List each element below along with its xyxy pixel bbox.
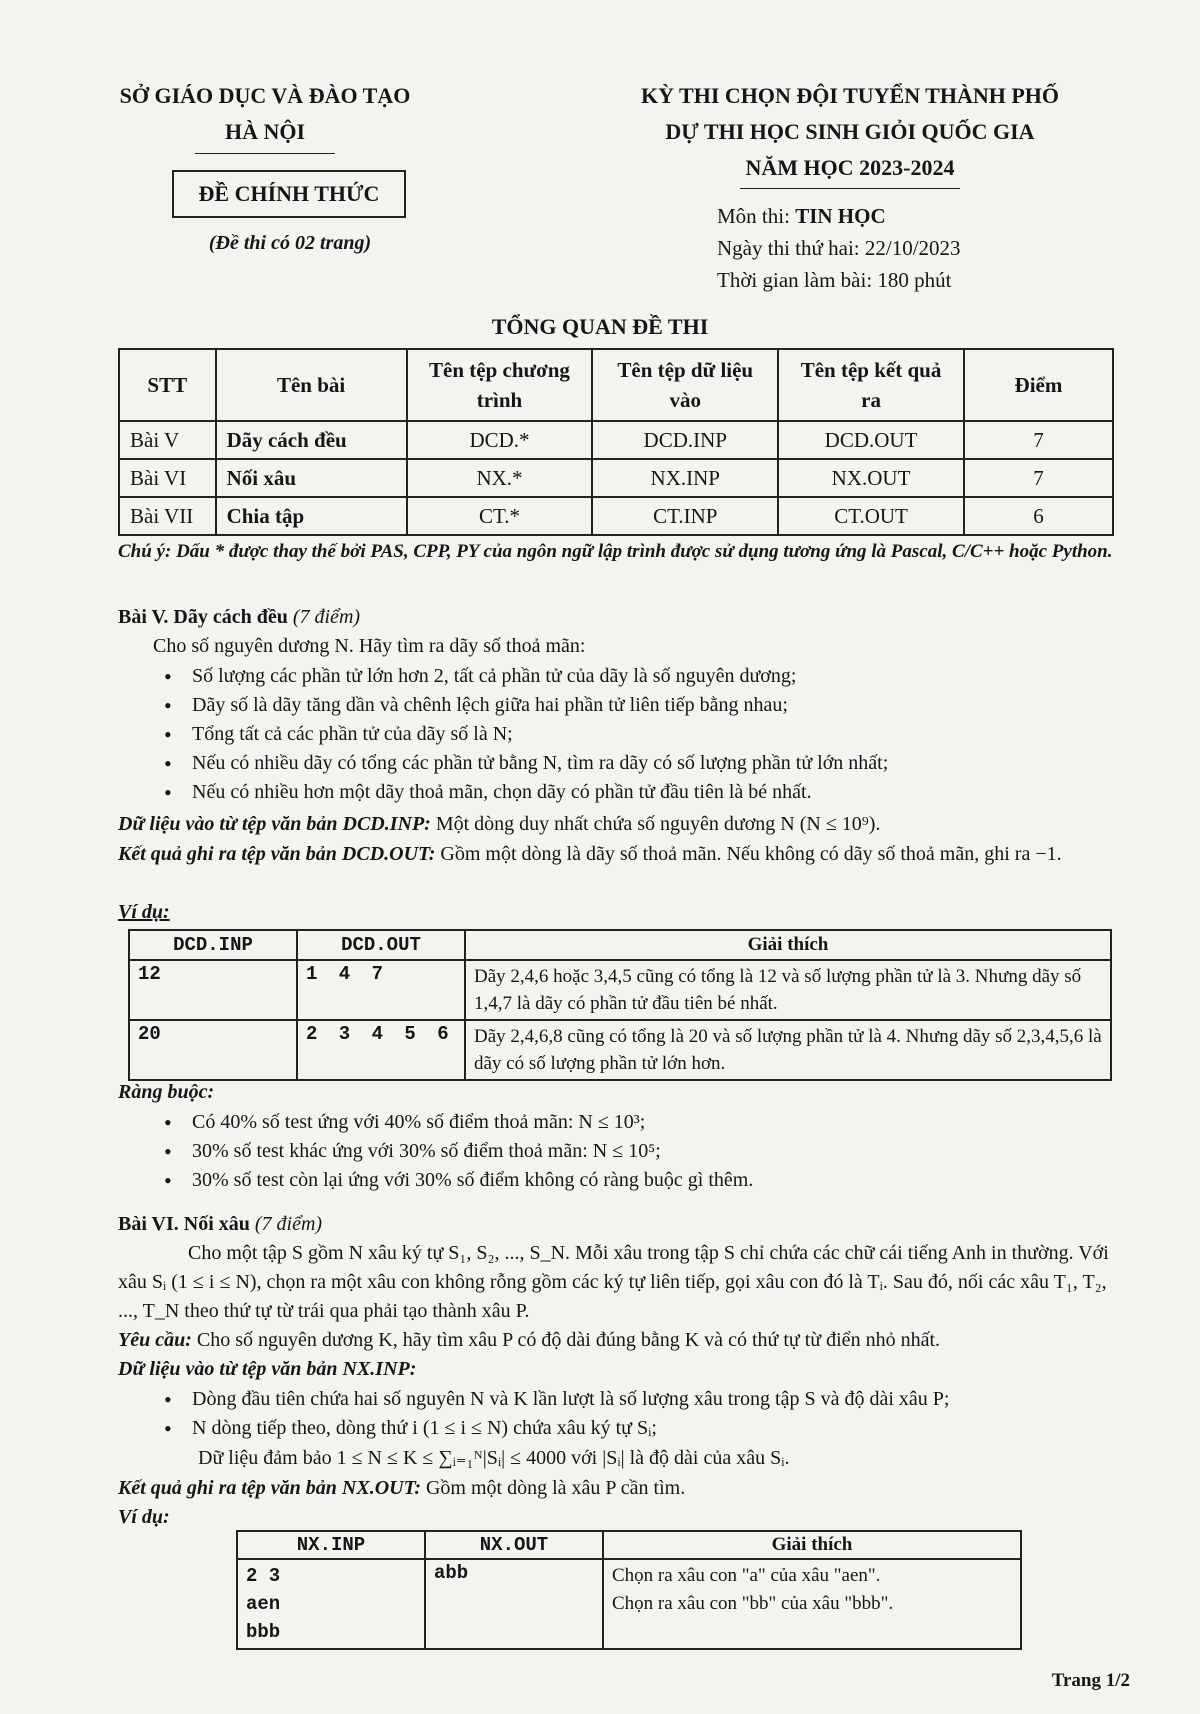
col-header-dcd-inp: DCD.INP <box>129 930 297 960</box>
example-output: 2 3 4 5 6 <box>297 1020 465 1080</box>
problem-6-input-label: Dữ liệu vào từ tệp văn bản NX.INP: <box>118 1358 417 1380</box>
exam-date: Ngày thi thứ hai: 22/10/2023 <box>717 236 961 260</box>
problem-5-title <box>118 603 1118 632</box>
problem-6-example-table <box>236 1530 1022 1650</box>
col-header-output: Tên tệp kết quả ra <box>778 349 964 421</box>
example-explanation: Dãy 2,4,6,8 cũng có tổng là 20 và số lượng phần tử là 4. Nhưng dãy số 2,3,4,5,6 là dãy có số lượng phần tử lớn hơn. <box>465 1020 1111 1080</box>
problem-6-intro: Cho một tập S gồm N xâu ký tự S₁, S₂, ..., S_N. Mỗi xâu trong tập S chỉ chứa các chữ cái tiếng Anh in thường. Với xâu Sᵢ (1 ≤ i ≤ N), chọn ra một xâu con không rỗng gồm các ký tự liên tiếp, gọi xâu con đó là Tᵢ. Sau đó, nối các xâu T₁, T₂, ..., T_N theo thứ tự từ trái qua phải tạo thành xâu P. <box>118 1242 1109 1322</box>
page-number: Trang 1/2 <box>1051 1670 1130 1691</box>
list-item: • Có 40% số test ứng với 40% số điểm thoả mãn: N ≤ 10³; <box>152 1108 1112 1137</box>
problem-6-requirement-text: Cho số nguyên dương K, hãy tìm xâu P có độ dài đúng bằng K và có thứ tự từ điển nhỏ nhất. <box>191 1329 940 1351</box>
example-input: 12 <box>129 960 297 1020</box>
cell-name: Chia tập <box>216 497 407 535</box>
example-header-row <box>237 1531 1021 1559</box>
col-header-dcd-out: DCD.OUT <box>297 930 465 960</box>
problem-6-requirement-label: Yêu cầu: <box>118 1329 192 1351</box>
problem-5-input-label: Dữ liệu vào từ tệp văn bản DCD.INP: <box>118 813 431 835</box>
overview-title: TỔNG QUAN ĐỀ THI <box>491 314 709 339</box>
list-item: • Dòng đầu tiên chứa hai số nguyên N và K lần lượt là số lượng xâu trong tập S và độ dài xâu P; <box>152 1385 1112 1414</box>
cell-stt: Bài VII <box>119 497 216 535</box>
problem-5-input-text: Một dòng duy nhất chứa số nguyên dương N (N ≤ 10⁹). <box>430 813 881 835</box>
problem-6-output <box>118 1474 1118 1503</box>
table-row <box>119 497 1113 535</box>
col-header-stt: STT <box>119 349 216 421</box>
example-output: abb <box>425 1559 603 1649</box>
col-header-input: Tên tệp dữ liệu vào <box>592 349 778 421</box>
problem-6-guarantee: Dữ liệu đảm bảo 1 ≤ N ≤ K ≤ ∑ᵢ₌₁ᴺ|Sᵢ| ≤ 4000 với |Sᵢ| là độ dài của xâu Sᵢ. <box>198 1447 790 1469</box>
problem-5-intro: Cho số nguyên dương N. Hãy tìm ra dãy số thoả mãn: <box>153 635 586 657</box>
table-row <box>129 960 1111 1020</box>
col-header-nx-out: NX.OUT <box>425 1531 603 1559</box>
cell-output: DCD.OUT <box>778 421 964 459</box>
col-header-explanation: Giải thích <box>465 930 1111 960</box>
problem-6-title <box>118 1210 1118 1239</box>
exam-title-line-1: KỲ THI CHỌN ĐỘI TUYỂN THÀNH PHỐ <box>640 83 1060 108</box>
problem-6-output-label: Kết quả ghi ra tệp văn bản NX.OUT: <box>118 1477 421 1499</box>
problem-5-output-text: Gồm một dòng là dãy số thoả mãn. Nếu không có dãy số thoả mãn, ghi ra −1. <box>435 843 1062 865</box>
exam-header <box>590 78 1110 186</box>
problem-6-input-spec <box>152 1385 1112 1443</box>
cell-score: 7 <box>964 459 1113 497</box>
cell-input: DCD.INP <box>592 421 778 459</box>
problem-6-name: Bài VI. Nối xâu <box>118 1213 250 1235</box>
cell-input: NX.INP <box>592 459 778 497</box>
explanation-line: Chọn ra xâu con "a" của xâu "aen". <box>612 1565 881 1586</box>
overview-note: Chú ý: Dấu * được thay thế bởi PAS, CPP, PY của ngôn ngữ lập trình được sử dụng tương ứng là Pascal, C/C++ hoặc Python. <box>118 541 1113 562</box>
example-output: 1 4 7 <box>297 960 465 1020</box>
subject-label: Môn thi: <box>717 204 796 228</box>
problem-6-points: (7 điểm) <box>254 1213 323 1235</box>
exam-info <box>717 200 961 296</box>
table-row <box>119 421 1113 459</box>
exam-title-line-3: NĂM HỌC 2023-2024 <box>745 155 955 180</box>
problem-6-output-text: Gồm một dòng là xâu P cần tìm. <box>420 1477 686 1499</box>
problem-5-constraints <box>152 1108 1112 1195</box>
col-header-explanation: Giải thích <box>603 1531 1021 1559</box>
example-explanation: Dãy 2,4,6 hoặc 3,4,5 cũng có tổng là 12 và số lượng phần tử là 3. Nhưng dãy số 1,4,7 là dãy có phần tử đầu tiên bé nhất. <box>465 960 1111 1020</box>
example-explanation <box>603 1559 1021 1649</box>
department-line-1: SỞ GIÁO DỤC VÀ ĐÀO TẠO <box>119 83 411 108</box>
cell-output: CT.OUT <box>778 497 964 535</box>
example-input <box>237 1559 425 1649</box>
list-item: • Dãy số là dãy tăng dần và chênh lệch giữa hai phần tử liên tiếp bằng nhau; <box>152 691 1112 720</box>
problem-5-example-label: Ví dụ: <box>118 901 170 923</box>
cell-output: NX.OUT <box>778 459 964 497</box>
subject-line <box>717 200 961 232</box>
list-item: • Số lượng các phần tử lớn hơn 2, tất cả phần tử của dãy là số nguyên dương; <box>152 662 1112 691</box>
cell-name: Dãy cách đều <box>216 421 407 459</box>
table-row <box>119 459 1113 497</box>
problem-6-requirement <box>118 1326 1118 1355</box>
header-underline-left <box>195 153 335 154</box>
cell-stt: Bài V <box>119 421 216 459</box>
example-header-row <box>129 930 1111 960</box>
cell-stt: Bài VI <box>119 459 216 497</box>
exam-title-line-2: DỰ THI HỌC SINH GIỎI QUỐC GIA <box>665 119 1035 144</box>
table-row <box>129 1020 1111 1080</box>
problem-5-constraints-label: Ràng buộc: <box>118 1081 215 1103</box>
overview-table <box>118 348 1114 536</box>
list-item: • 30% số test khác ứng với 30% số điểm thoả mãn: N ≤ 10⁵; <box>152 1137 1112 1166</box>
list-item: • N dòng tiếp theo, dòng thứ i (1 ≤ i ≤ N) chứa xâu ký tự Sᵢ; <box>152 1414 1112 1443</box>
col-header-program: Tên tệp chương trình <box>407 349 593 421</box>
cell-score: 7 <box>964 421 1113 459</box>
example-input-line: aen <box>246 1593 281 1615</box>
cell-name: Nối xâu <box>216 459 407 497</box>
problem-5-input <box>118 810 1118 839</box>
cell-score: 6 <box>964 497 1113 535</box>
list-item: • Nếu có nhiều dãy có tổng các phần tử bằng N, tìm ra dãy có số lượng phần tử lớn nhất; <box>152 749 1112 778</box>
explanation-line: Chọn ra xâu con "bb" của xâu "bbb". <box>612 1593 894 1614</box>
list-item: • Tổng tất cả các phần tử của dãy số là N; <box>152 720 1112 749</box>
overview-header-row <box>119 349 1113 421</box>
cell-program: NX.* <box>407 459 593 497</box>
pages-note: (Đề thi có 02 trang) <box>208 232 372 254</box>
example-input: 20 <box>129 1020 297 1080</box>
col-header-nx-inp: NX.INP <box>237 1531 425 1559</box>
example-input-line: bbb <box>246 1621 281 1643</box>
cell-input: CT.INP <box>592 497 778 535</box>
col-header-score: Điểm <box>964 349 1113 421</box>
exam-duration: Thời gian làm bài: 180 phút <box>717 268 952 292</box>
problem-5-output <box>118 840 1118 869</box>
problem-6-example-label: Ví dụ: <box>118 1506 170 1528</box>
department-header <box>115 78 415 150</box>
list-item: • Nếu có nhiều hơn một dãy thoả mãn, chọn dãy có phần tử đầu tiên là bé nhất. <box>152 778 1112 807</box>
list-item: • 30% số test còn lại ứng với 30% số điểm không có ràng buộc gì thêm. <box>152 1166 1112 1195</box>
subject-value: TIN HỌC <box>795 204 886 228</box>
header-underline-right <box>740 188 960 189</box>
problem-5-points: (7 điểm) <box>292 606 361 628</box>
problem-5-conditions <box>152 662 1112 807</box>
cell-program: DCD.* <box>407 421 593 459</box>
example-input-line: 2 3 <box>246 1565 281 1587</box>
col-header-name: Tên bài <box>216 349 407 421</box>
problem-5-name: Bài V. Dãy cách đều <box>118 606 288 628</box>
cell-program: CT.* <box>407 497 593 535</box>
official-exam-box: ĐỀ CHÍNH THỨC <box>172 170 406 218</box>
problem-5-output-label: Kết quả ghi ra tệp văn bản DCD.OUT: <box>118 843 436 865</box>
problem-5-example-table <box>128 929 1112 1081</box>
table-row <box>237 1559 1021 1649</box>
department-line-2: HÀ NỘI <box>224 119 306 144</box>
